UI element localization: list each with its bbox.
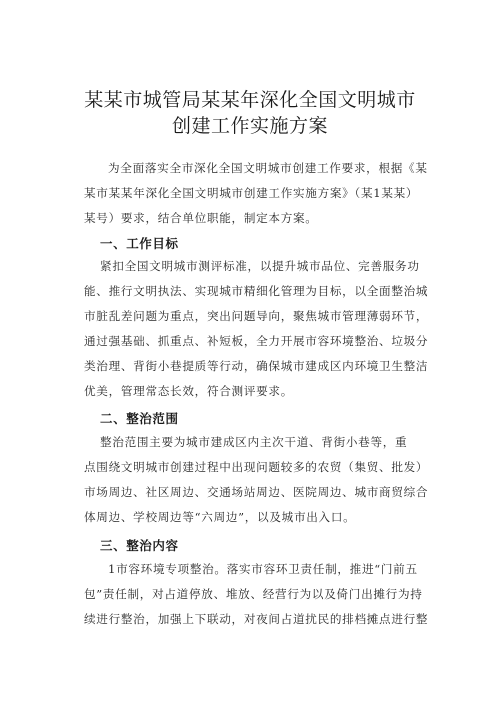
paragraph-line: 类治理、背街小巷提质等行动，确保城市建成区内环境卫生整洁 [84,359,429,373]
paragraph-line: 市脏乱差问题为重点，突出问题导向，聚焦城市管理薄弱环节， [84,309,429,323]
intro-line: 某市某某年深化全国文明城市创建工作实施方案》（某1某某） [84,186,419,200]
paragraph-line: 整治范围主要为城市建成区内主次干道、背街小巷等，重 [100,435,408,449]
paragraph-line: 1市容环境专项整治。落实市容环卫责任制，推进“门前五 [108,562,418,576]
paragraph-line: 点围绕文明城市创建过程中出现问题较多的农贸（集贸、批发） [84,460,429,474]
intro-line: 为全面落实全市深化全国文明城市创建工作要求，根据《某 [108,161,428,175]
section-heading: 三、整治内容 [100,538,179,553]
paragraph-line: 包”责任制，对占道停放、堆放、经营行为以及倚门出摊行为持 [84,587,423,601]
paragraph-line: 续进行整治，加强上下联动，对夜间占道扰民的排档摊点进行整 [84,612,429,626]
paragraph-line: 紧扣全国文明城市测评标准，以提升城市品位、完善服务功 [100,259,420,273]
document-title-line1: 某某市城管局某某年深化全国文明城市 [84,89,416,111]
section-heading: 一、工作目标 [100,236,179,251]
paragraph-line: 通过强基础、抓重点、补短板，全力开展市容环境整治、垃圾分 [84,334,429,348]
document-title-line2: 创建工作实施方案 [171,115,328,137]
intro-line: 某号）要求，结合单位职能，制定本方案。 [84,211,318,225]
section-heading: 二、整治范围 [100,411,179,426]
paragraph-line: 能、推行文明执法、实现城市精细化管理为目标，以全面整治城 [84,284,429,298]
paragraph-line: 优美，管理常态长效，符合测评要求。 [84,384,293,398]
paragraph-line: 体周边、学校周边等“六周边”，以及城市出入口。 [84,510,356,524]
paragraph-line: 市场周边、社区周边、交通场站周边、医院周边、城市商贸综合 [84,485,429,499]
